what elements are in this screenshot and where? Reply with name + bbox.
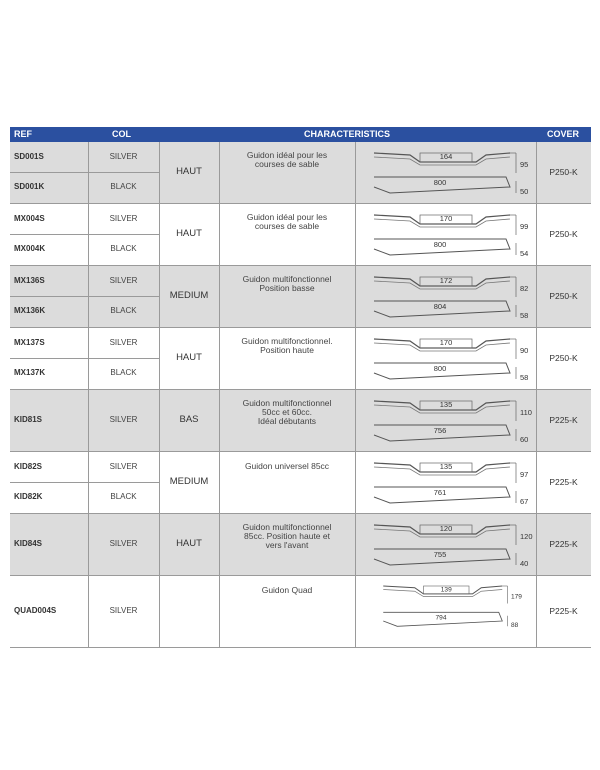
product-group [10, 328, 591, 390]
dim-height: 90 [520, 346, 529, 355]
description-line: Guidon universel 85cc [244, 461, 330, 471]
description [219, 337, 355, 355]
position-label: MEDIUM [169, 476, 209, 487]
description-line: Guidon multifonctionnel [242, 522, 332, 532]
description-line: Guidon multifonctionnel. [241, 336, 333, 346]
ref-code: SD001K [14, 182, 45, 191]
dim-rise: 60 [520, 435, 529, 444]
dim-rise: 58 [520, 373, 529, 382]
header-cover: COVER [547, 129, 580, 139]
ref-code: MX136K [14, 306, 46, 315]
dim-top: 170 [439, 338, 453, 347]
description-line: Position haute [260, 345, 314, 355]
product-group [10, 514, 591, 576]
color-value: SILVER [109, 539, 138, 548]
header-characteristics: CHARACTERISTICS [304, 129, 391, 139]
column-divider [355, 142, 356, 203]
handlebar-diagram [360, 455, 536, 511]
dim-width: 756 [433, 426, 447, 435]
table-header [10, 127, 591, 142]
color-value: SILVER [109, 214, 138, 223]
dim-rise: 58 [520, 311, 529, 320]
description-line: Guidon multifonctionnel [242, 398, 332, 408]
ref-code: MX004S [14, 214, 45, 223]
column-divider [355, 452, 356, 513]
color-value: SILVER [109, 415, 138, 424]
dim-width: 800 [433, 178, 447, 187]
row-divider [10, 234, 159, 235]
description [219, 462, 355, 471]
row-divider [10, 296, 159, 297]
dim-width: 804 [433, 302, 447, 311]
position-label: HAUT [176, 538, 202, 549]
dim-top: 135 [439, 462, 453, 471]
dim-height: 120 [520, 532, 533, 541]
position-label: MEDIUM [169, 290, 209, 301]
ref-code: MX137S [14, 338, 45, 347]
dim-top: 139 [440, 586, 452, 594]
column-divider [355, 390, 356, 451]
ref-code: SD001S [14, 152, 44, 161]
product-group [10, 452, 591, 514]
position-label: BAS [179, 414, 199, 425]
dim-top: 170 [439, 214, 453, 223]
dim-rise: 54 [520, 249, 529, 258]
cover-code: P225-K [549, 539, 578, 549]
dim-rise: 50 [520, 187, 529, 196]
dim-rise: 40 [520, 559, 529, 568]
description-line: 85cc. Position haute et [243, 531, 330, 541]
description-line: Guidon idéal pour les [246, 150, 328, 160]
ref-code: KID81S [14, 415, 43, 424]
description-line: Guidon idéal pour les [246, 212, 328, 222]
color-value: SILVER [109, 606, 138, 615]
dim-top: 172 [439, 276, 453, 285]
ref-code: KID84S [14, 539, 43, 548]
description [219, 213, 355, 231]
column-divider [355, 328, 356, 389]
product-group [10, 266, 591, 328]
column-divider [355, 266, 356, 327]
color-value: SILVER [109, 338, 138, 347]
row-divider [10, 358, 159, 359]
dim-height: 99 [520, 222, 529, 231]
ref-code: QUAD004S [14, 606, 57, 615]
dim-width: 800 [433, 364, 447, 373]
color-value: BLACK [110, 182, 137, 191]
product-group [10, 576, 591, 648]
column-divider [355, 576, 356, 647]
ref-code: MX136S [14, 276, 45, 285]
ref-code: KID82S [14, 462, 43, 471]
column-divider [355, 204, 356, 265]
dim-rise: 88 [511, 622, 519, 630]
handlebar-diagram [360, 145, 536, 201]
header-ref: REF [14, 129, 32, 139]
column-divider [159, 576, 160, 647]
description [219, 523, 355, 550]
cover-code: P225-K [549, 477, 578, 487]
cover-code: P250-K [549, 167, 578, 177]
cover-code: P225-K [549, 606, 578, 616]
cover-code: P250-K [549, 229, 578, 239]
description-line: vers l'avant [265, 540, 309, 550]
handlebar-diagram [360, 269, 536, 325]
handlebar-diagram [360, 517, 536, 573]
description-line: Idéal débutants [257, 416, 317, 426]
dim-width: 755 [433, 550, 447, 559]
position-label: HAUT [176, 228, 202, 239]
description-line: Position basse [259, 283, 315, 293]
handlebar-diagram [360, 331, 536, 387]
color-value: BLACK [110, 244, 137, 253]
cover-code: P250-K [549, 291, 578, 301]
description [219, 586, 355, 595]
table-body [10, 142, 591, 648]
description [219, 399, 355, 426]
column-divider [355, 514, 356, 575]
dim-height: 97 [520, 470, 529, 479]
color-value: BLACK [110, 368, 137, 377]
dim-height: 110 [520, 408, 532, 417]
handlebar-diagram [360, 393, 536, 449]
ref-code: MX137K [14, 368, 46, 377]
description-line: 50cc et 60cc. [261, 407, 313, 417]
color-value: BLACK [110, 492, 137, 501]
dim-width: 761 [433, 488, 447, 497]
dim-top: 120 [439, 524, 453, 533]
handlebar-diagram [360, 207, 536, 263]
ref-code: KID82K [14, 492, 43, 501]
row-divider [10, 482, 159, 483]
dim-width: 794 [435, 614, 447, 622]
position-label: HAUT [176, 352, 202, 363]
header-col: COL [112, 129, 131, 139]
color-value: SILVER [109, 152, 138, 161]
handlebar-diagram [360, 579, 536, 635]
dim-height: 82 [520, 284, 529, 293]
row-divider [10, 172, 159, 173]
dim-top: 164 [439, 152, 453, 161]
product-group [10, 142, 591, 204]
dim-rise: 67 [520, 497, 529, 506]
dim-height: 95 [520, 160, 529, 169]
description-line: Guidon Quad [261, 585, 313, 595]
description [219, 275, 355, 293]
color-value: SILVER [109, 276, 138, 285]
product-group [10, 390, 591, 452]
description [219, 151, 355, 169]
color-value: SILVER [109, 462, 138, 471]
product-group [10, 204, 591, 266]
description-line: Guidon multifonctionnel [242, 274, 332, 284]
product-table [10, 127, 591, 648]
description-line: courses de sable [254, 221, 320, 231]
color-value: BLACK [110, 306, 137, 315]
cover-code: P250-K [549, 353, 578, 363]
ref-code: MX004K [14, 244, 46, 253]
description-line: courses de sable [254, 159, 320, 169]
dim-width: 800 [433, 240, 447, 249]
cover-code: P225-K [549, 415, 578, 425]
dim-top: 135 [439, 400, 453, 409]
position-label: HAUT [176, 166, 202, 177]
dim-height: 179 [511, 593, 522, 601]
